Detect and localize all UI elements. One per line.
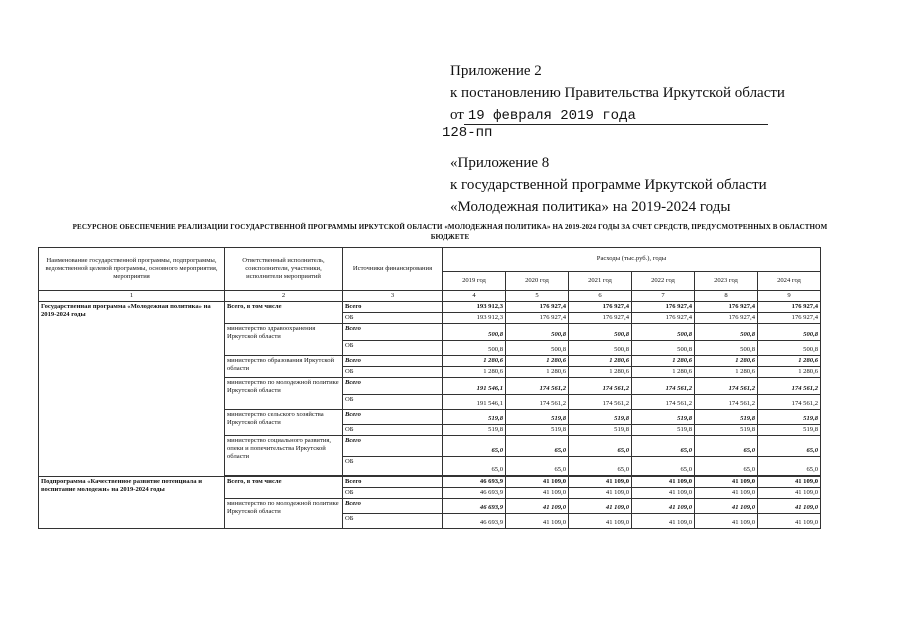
program-ref: к государственной программе Иркутской области	[450, 177, 767, 193]
value-cell: 500,8	[695, 341, 758, 356]
responsible-cell: министерство социального развития, опеки и попечительства Иркутской области	[225, 436, 343, 476]
value-cell: 65,0	[758, 436, 821, 457]
value-cell: 65,0	[569, 436, 632, 457]
document-title: РЕСУРСНОЕ ОБЕСПЕЧЕНИЕ РЕАЛИЗАЦИИ ГОСУДАРСТВЕННОЙ ПРОГРАММЫ ИРКУТСКОЙ ОБЛАСТИ «МОЛОДЕЖНАЯ ПОЛИТИКА» НА 2019-2024 ГОДЫ ЗА СЧЕТ СРЕДСТВ, ПРЕДУСМОТРЕННЫХ В ОБЛАСТНОМ БЮДЖЕТЕ	[72, 223, 828, 241]
responsible-cell: министерство по молодежной политике Иркутской области	[225, 499, 343, 529]
resource-table	[38, 247, 821, 529]
value-cell: 500,8	[632, 341, 695, 356]
value-cell: 65,0	[632, 436, 695, 457]
value-cell: 176 927,4	[695, 313, 758, 324]
resolution-date: 19 февраля 2019 года	[464, 108, 768, 125]
source-cell: ОБ	[343, 395, 443, 410]
value-cell: 176 927,4	[758, 302, 821, 313]
value-cell: 174 561,2	[506, 378, 569, 395]
date-prefix: от	[450, 107, 464, 123]
value-cell: 519,8	[758, 410, 821, 425]
table-row	[39, 302, 821, 313]
source-cell: ОБ	[343, 425, 443, 436]
index-cell: 3	[343, 291, 443, 302]
year-2021: 2021 год	[569, 271, 632, 290]
value-cell: 46 693,9	[443, 488, 506, 499]
resolution-number: 128-пп	[442, 125, 493, 141]
value-cell: 500,8	[758, 341, 821, 356]
value-cell: 519,8	[632, 410, 695, 425]
value-cell: 191 546,1	[443, 395, 506, 410]
program-title: Государственная программа «Молодежная политика» на 2019-2024 годы	[39, 302, 225, 477]
index-cell: 1	[39, 291, 225, 302]
responsible-cell: Всего, в том числе	[225, 302, 343, 324]
value-cell: 46 693,9	[443, 499, 506, 514]
value-cell: 41 109,0	[632, 488, 695, 499]
value-cell: 41 109,0	[695, 477, 758, 488]
value-cell: 41 109,0	[569, 488, 632, 499]
index-cell: 5	[506, 291, 569, 302]
value-cell: 1 280,6	[569, 356, 632, 367]
value-cell: 1 280,6	[506, 367, 569, 378]
program-appendix: «Приложение 8	[450, 155, 550, 171]
value-cell: 500,8	[443, 324, 506, 341]
value-cell: 500,8	[695, 324, 758, 341]
value-cell: 519,8	[632, 425, 695, 436]
value-cell: 65,0	[632, 457, 695, 476]
value-cell: 65,0	[443, 457, 506, 476]
value-cell: 41 109,0	[695, 499, 758, 514]
subprogram-title: Подпрограмма «Качественное развитие потенциала и воспитание молодежи» на 2019-2024 годы	[39, 477, 225, 529]
value-cell: 193 912,3	[443, 313, 506, 324]
value-cell: 500,8	[758, 324, 821, 341]
year-2020: 2020 год	[506, 271, 569, 290]
responsible-cell: министерство здравоохранения Иркутской области	[225, 324, 343, 356]
source-cell: Всего	[343, 302, 443, 313]
value-cell: 176 927,4	[695, 302, 758, 313]
source-cell: Всего	[343, 436, 443, 457]
year-2023: 2023 год	[695, 271, 758, 290]
value-cell: 519,8	[506, 410, 569, 425]
value-cell: 1 280,6	[632, 356, 695, 367]
value-cell: 41 109,0	[569, 514, 632, 529]
date-line	[450, 104, 890, 126]
value-cell: 174 561,2	[695, 378, 758, 395]
value-cell: 519,8	[695, 425, 758, 436]
value-cell: 41 109,0	[632, 477, 695, 488]
value-cell: 500,8	[443, 341, 506, 356]
value-cell: 176 927,4	[569, 302, 632, 313]
value-cell: 65,0	[569, 457, 632, 476]
value-cell: 174 561,2	[569, 395, 632, 410]
value-cell: 176 927,4	[758, 313, 821, 324]
value-cell: 41 109,0	[569, 499, 632, 514]
value-cell: 519,8	[443, 410, 506, 425]
value-cell: 41 109,0	[506, 477, 569, 488]
header-responsible: Ответственный исполнитель, соисполнители, участники, исполнители мероприятий	[225, 248, 343, 291]
value-cell: 46 693,9	[443, 514, 506, 529]
value-cell: 65,0	[758, 457, 821, 476]
source-cell: Всего	[343, 410, 443, 425]
value-cell: 41 109,0	[758, 477, 821, 488]
value-cell: 41 109,0	[695, 514, 758, 529]
value-cell: 41 109,0	[758, 514, 821, 529]
responsible-cell: министерство образования Иркутской области	[225, 356, 343, 378]
value-cell: 500,8	[506, 324, 569, 341]
value-cell: 191 546,1	[443, 378, 506, 395]
source-cell: ОБ	[343, 341, 443, 356]
value-cell: 41 109,0	[506, 488, 569, 499]
value-cell: 500,8	[632, 324, 695, 341]
value-cell: 41 109,0	[758, 488, 821, 499]
responsible-cell: Всего, в том числе	[225, 477, 343, 499]
table-row	[39, 477, 821, 488]
index-cell: 9	[758, 291, 821, 302]
value-cell: 41 109,0	[506, 514, 569, 529]
resolution-ref: к постановлению Правительства Иркутской области	[450, 85, 785, 101]
source-cell: ОБ	[343, 488, 443, 499]
value-cell: 174 561,2	[632, 378, 695, 395]
source-cell: Всего	[343, 356, 443, 367]
value-cell: 174 561,2	[632, 395, 695, 410]
value-cell: 41 109,0	[506, 499, 569, 514]
value-cell: 519,8	[569, 410, 632, 425]
value-cell: 176 927,4	[632, 302, 695, 313]
source-cell: ОБ	[343, 457, 443, 476]
value-cell: 174 561,2	[758, 395, 821, 410]
value-cell: 65,0	[443, 436, 506, 457]
source-cell: ОБ	[343, 367, 443, 378]
value-cell: 1 280,6	[695, 367, 758, 378]
value-cell: 174 561,2	[506, 395, 569, 410]
appendix-number: Приложение 2	[450, 63, 542, 79]
header-source: Источники финансирования	[343, 248, 443, 291]
index-cell: 4	[443, 291, 506, 302]
value-cell: 1 280,6	[443, 356, 506, 367]
value-cell: 1 280,6	[758, 367, 821, 378]
value-cell: 65,0	[695, 457, 758, 476]
value-cell: 65,0	[695, 436, 758, 457]
program-name: «Молодежная политика» на 2019-2024 годы	[450, 199, 731, 215]
index-cell: 2	[225, 291, 343, 302]
source-cell: Всего	[343, 324, 443, 341]
appendix-header	[442, 60, 890, 218]
value-cell: 1 280,6	[632, 367, 695, 378]
source-cell: ОБ	[343, 313, 443, 324]
value-cell: 500,8	[506, 341, 569, 356]
responsible-cell: министерство сельского хозяйства Иркутской области	[225, 410, 343, 436]
value-cell: 65,0	[506, 457, 569, 476]
value-cell: 176 927,4	[632, 313, 695, 324]
value-cell: 41 109,0	[569, 477, 632, 488]
header-name: Наименование государственной программы, подпрограммы, ведомственной целевой программы, основного мероприятия, мероприятия	[39, 248, 225, 291]
value-cell: 519,8	[506, 425, 569, 436]
value-cell: 1 280,6	[569, 367, 632, 378]
value-cell: 500,8	[569, 341, 632, 356]
value-cell: 41 109,0	[695, 488, 758, 499]
value-cell: 519,8	[443, 425, 506, 436]
index-cell: 6	[569, 291, 632, 302]
source-cell: Всего	[343, 378, 443, 395]
value-cell: 1 280,6	[443, 367, 506, 378]
value-cell: 519,8	[695, 410, 758, 425]
value-cell: 193 912,3	[443, 302, 506, 313]
source-cell: ОБ	[343, 514, 443, 529]
index-cell: 7	[632, 291, 695, 302]
value-cell: 41 109,0	[632, 499, 695, 514]
value-cell: 1 280,6	[506, 356, 569, 367]
source-cell: Всего	[343, 499, 443, 514]
value-cell: 174 561,2	[758, 378, 821, 395]
value-cell: 500,8	[569, 324, 632, 341]
value-cell: 174 561,2	[695, 395, 758, 410]
year-2022: 2022 год	[632, 271, 695, 290]
value-cell: 41 109,0	[758, 499, 821, 514]
value-cell: 1 280,6	[695, 356, 758, 367]
value-cell: 65,0	[506, 436, 569, 457]
index-cell: 8	[695, 291, 758, 302]
value-cell: 174 561,2	[569, 378, 632, 395]
value-cell: 519,8	[569, 425, 632, 436]
year-2019: 2019 год	[443, 271, 506, 290]
value-cell: 176 927,4	[506, 302, 569, 313]
source-cell: Всего	[343, 477, 443, 488]
value-cell: 519,8	[758, 425, 821, 436]
value-cell: 176 927,4	[569, 313, 632, 324]
header-expenses: Расходы (тыс.руб.), годы	[443, 248, 821, 272]
value-cell: 1 280,6	[758, 356, 821, 367]
responsible-cell: министерство по молодежной политике Иркутской области	[225, 378, 343, 410]
value-cell: 41 109,0	[632, 514, 695, 529]
year-2024: 2024 год	[758, 271, 821, 290]
value-cell: 176 927,4	[506, 313, 569, 324]
value-cell: 46 693,9	[443, 477, 506, 488]
